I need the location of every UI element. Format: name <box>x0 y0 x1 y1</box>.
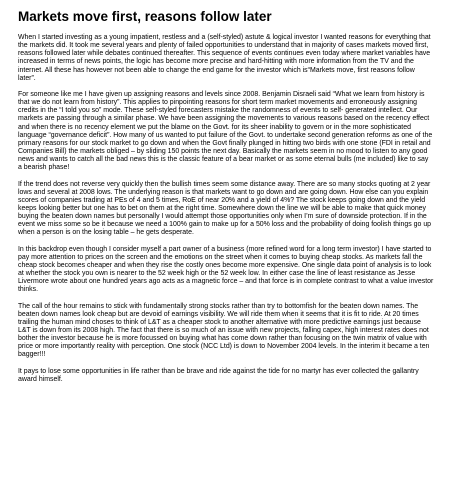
article-paragraph-1: When I started investing as a young impatient, restless and a (self-styled) astute & logical investor I wanted reasons for everything that the markets did. It took me several years and plenty of failed opportunities to understand that in majority of cases markets moved first, reasons followed later while debates continued thereafter. This sequence of events continues even today where market variables have increased in terms of news points, the logic has become more precise and hard-hitting with more information from the TV and the internet. All these has however not been able to change the end game for the investor which is“Markets move, first reasons follow later”. <box>18 34 431 82</box>
article-paragraph-2: For someone like me I have given up assigning reasons and levels since 2008. Benjamin Disraeli said “What we learn from history is that we do not learn from history”. This applies to pinpointing reasons for short term market movements and erroneously assigning credits in the “I told you so” mode. These self-styled forecasters mistake the randomness of events to self- generated intellect. Our markets are passing through a similar phase. We have been assigning the movements to various reasons based on the recency effect and when there is no recency element we put the blame on the Govt. for its sheer inability to govern or in the more sophisticated language “governance deficit”. How many of us wanted to put failure of the Govt. to undertake second generation reforms as one of the primary reasons for our stock market to go down and when the Govt finally plunged in hitting two birds with one stone (FDI in retail and Companies Bill) the markets obliged – by sliding 150 points the next day. Basically the markets seem in no mood to listen to any good news and wants to catch all the bad news this is the classic feature of a bear market or as some eternal bulls (me included) like to say a bearish phase! <box>18 90 433 172</box>
article-title: Markets move first, reasons follow later <box>18 9 272 24</box>
article-paragraph-6: It pays to lose some opportunities in life rather than be brave and ride against the tide for no martyr has ever collected the gallantry award himself. <box>18 367 419 383</box>
article-paragraph-4: In this backdrop even though I consider myself a part owner of a business (more refined word for a long term investor) I have started to pay more attention to prices on the screen and the emotions on the street when it comes to buying cheap stocks. As markets fall the cheap stock becomes cheaper and when they rise the costly ones become more expensive. One single data point of analysis is to look at whether the stock you own is nearer to the 52 week high or the 52 week low. In either case the line of least resistance as Jesse Livermore wrote about one hundred years ago acts as a magnetic force – and that force is in complete contrast to what a value investor thinks. <box>18 245 434 294</box>
article <box>18 8 434 392</box>
article-paragraph-5: The call of the hour remains to stick with fundamentally strong stocks rather than try to bottomfish for the beaten down names. The beaten down names look cheap but are devoid of earnings visibility. We will ride them when it seems that it is fit to ride. At 20 times trailing the human mind choses to think of L&T as a cheaper stock to another alternative with more predictive earnings just because L&T is down from its 2008 high. The fact that there is so much of an issue with new projects, falling capex, high interest rates does not bother the investor because he is more focussed on buying what has come down rather than focusing on the twin matrix of value with price or more importantly reality with perception. One stock (NCC Ltd) is down to November 2004 levels. In the interim it became a ten bagger!!! <box>18 302 430 359</box>
article-paragraph-3: If the trend does not reverse very quickly then the bullish times seem some distance away. There are so many stocks quoting at 2 year lows and several at 2008 lows. The underlying reason is that markets want to go down and are going down. How else can you explain scores of companies trading at PEs of 4 and 5 times, RoE of near 20% and a yield of 4%? The stock keeps going down and the yield keeps looking better but one has to bet on them at the right time. Somewhere down the line we will be able to make that quick money buying the beaten down names but personally I would attempt those opportunities only when I’m sure of downside protection. If in the event we miss some so be it because we need a 100% gain to make up for a 50% loss and the probability of doing foolish things go up when a person is on the losing table – he gets desperate. <box>18 180 432 237</box>
